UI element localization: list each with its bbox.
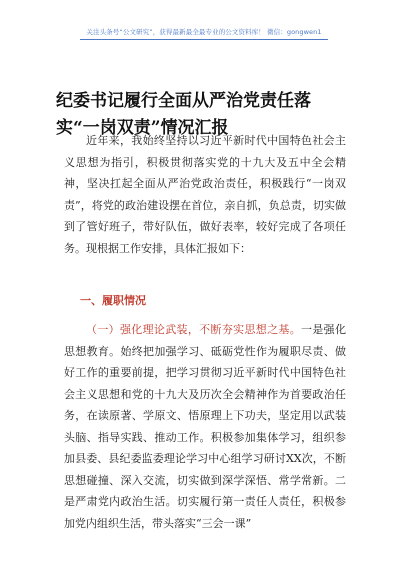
header-banner: 关注头条号“公文研究”，获得最新最全最专业的公文资料库！ 微信：gongwen1 [86, 28, 322, 36]
sub-heading: （一）强化理论武装，不断夯实思想之基。 [86, 323, 302, 336]
section-heading: 一、履职情况 [80, 294, 146, 307]
document-title: 纪委书记履行全面从严治党责任落实“一岗双责”情况汇报 [56, 91, 311, 138]
intro-paragraph: 近年来，我始终坚持以习近平新时代中国特色社会主义思想为指引，积极贯彻落实党的十九大及五中全会精神，坚决扛起全面从严治党政治责任，积极践行“一岗双责”，将党的政治建设摆在首位，亲自抓，负总责，切实做到了管好班子，带好队伍，做好表率，较好完成了各项任务。现根据工作安排，具体汇报如下： [64, 134, 346, 255]
section-paragraph [64, 319, 346, 534]
section-body-text: 一是强化思想教育。始终把加强学习、砥砺党性作为履职尽责、做好工作的重要前提，把学习贯彻习近平新时代中国特色社会主义思想和党的十九大及历次全会精神作为首要政治任务，在读原著、学原文、悟原理上下功夫，坚定用以武装头脑、指导实践、推动工作。积极参加集体学习，组织参加县委、县纪委监委理论学习中心组学习研讨XX次，不断思想碰撞、深入交流，切实做到深学深悟、常学常新。二是严肃党内政治生活。切实履行第一责任人责任，积极参加党内组织生活，带头落实“三会一课” [64, 323, 347, 530]
header-divider [80, 39, 328, 40]
